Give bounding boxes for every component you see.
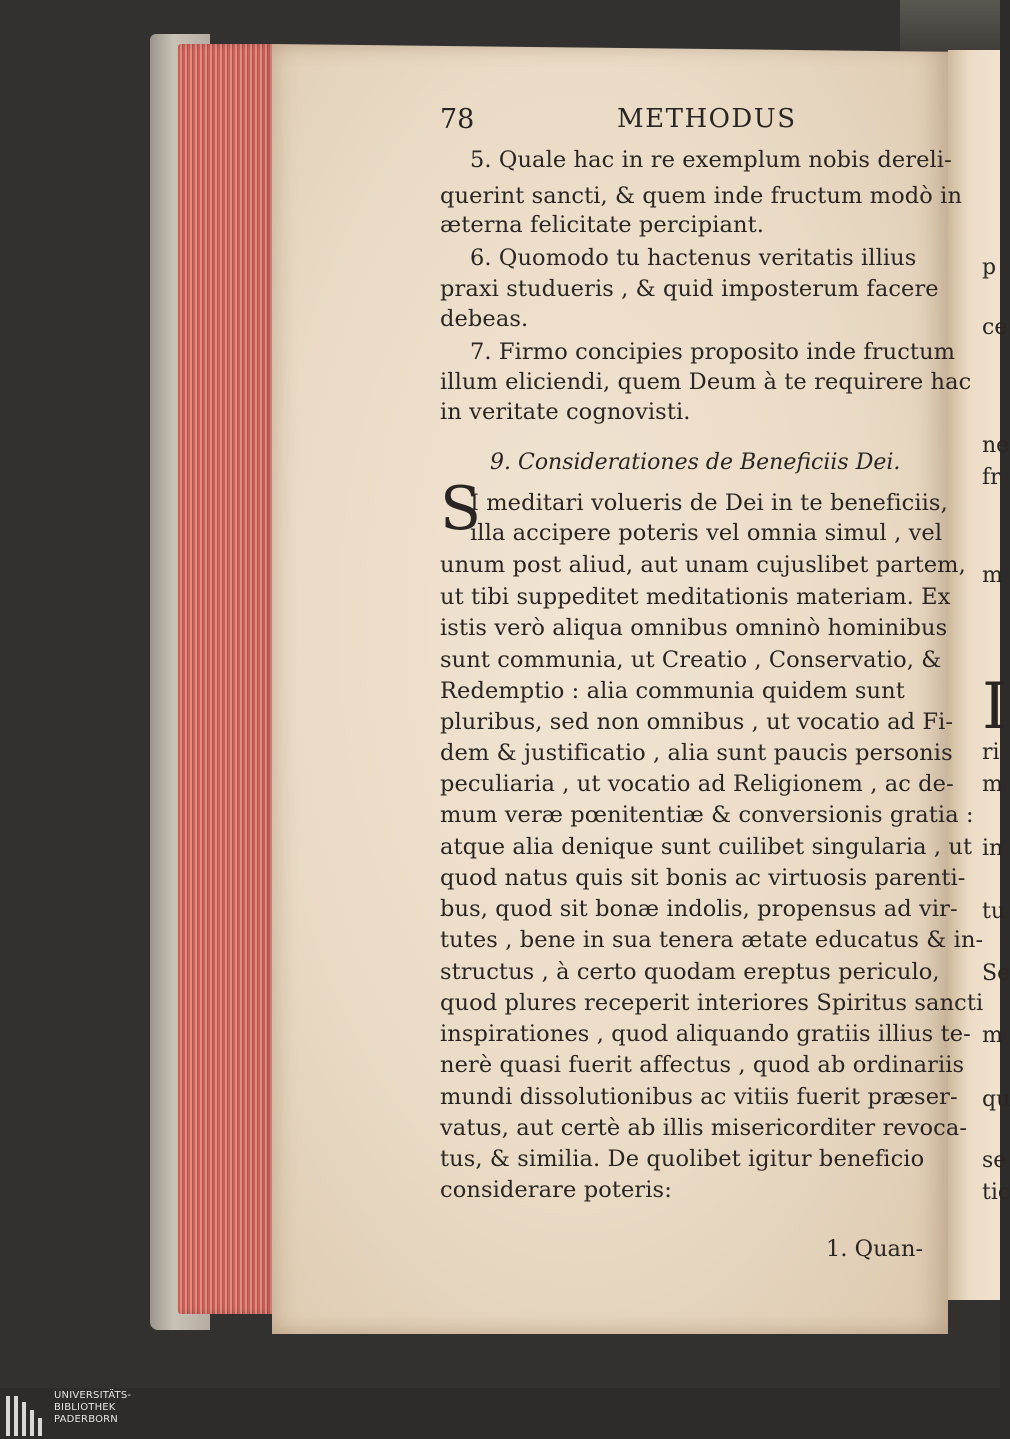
text-line: debeas. <box>440 306 529 332</box>
text-line: inspirationes , quod aliquando gratiis illius te- <box>440 1021 971 1047</box>
text-line: unum post aliud, aut unam cujuslibet partem, <box>440 552 966 578</box>
text-line: vatus, aut certè ab illis misericorditer revoca- <box>440 1115 968 1141</box>
fragment-text: ce <box>982 315 1008 340</box>
fragment-text: in <box>982 836 1004 861</box>
catchword: 1. Quan- <box>826 1236 924 1262</box>
text-line: istis verò aliqua omnibus omninò hominibus <box>440 615 948 641</box>
fragment-text: m <box>982 563 1003 588</box>
text-line: querint sancti, & quem inde fructum modò in <box>440 183 963 209</box>
library-name <box>54 1390 131 1426</box>
text-line: pluribus, sed non omnibus , ut vocatio ad Fi- <box>440 709 954 735</box>
text-line: quod plures receperit interiores Spiritus sancti <box>440 990 984 1016</box>
text-line: bus, quod sit bonæ indolis, propensus ad vir- <box>440 896 958 922</box>
text-line: quod natus quis sit bonis ac virtuosis parenti- <box>440 865 966 891</box>
fragment-text: tic <box>982 1180 1010 1205</box>
fragment-text: I <box>982 670 1008 744</box>
fragment-text: tu <box>982 899 1006 924</box>
text-line: nerè quasi fuerit affectus , quod ab ordinariis <box>440 1052 965 1078</box>
drop-cap: S <box>440 474 482 544</box>
fragment-text: m <box>982 772 1003 797</box>
fragment-text: m <box>982 1023 1003 1048</box>
fragment-text: se <box>982 1148 1007 1173</box>
library-name-line: BIBLIOTHEK <box>54 1402 116 1413</box>
running-title: METHODUS <box>617 104 797 134</box>
text-line: illa accipere poteris vel omnia simul , vel <box>470 520 943 546</box>
library-name-line: PADERBORN <box>54 1414 118 1425</box>
text-line: considerare poteris: <box>440 1177 672 1203</box>
text-line: ut tibi suppeditet meditationis materiam. Ex <box>440 584 951 610</box>
text-line: atque alia denique sunt cuilibet singularia , ut <box>440 834 973 860</box>
text-line: mundi dissolutionibus ac vitiis fuerit præser- <box>440 1084 958 1110</box>
text-line: 5. Quale hac in re exemplum nobis dereli- <box>470 147 952 173</box>
text-line: illum eliciendi, quem Deum à te requirere hac <box>440 369 972 395</box>
red-page-edges <box>178 44 276 1314</box>
text-line: 7. Firmo concipies proposito inde fructum <box>470 339 956 365</box>
library-name-line: UNIVERSITÄTS- <box>54 1390 132 1401</box>
text-line: praxi studueris , & quid imposterum facere <box>440 276 939 302</box>
fragment-text: ri <box>982 740 1000 765</box>
library-logo-icon <box>6 1396 50 1436</box>
library-footer <box>0 1388 1000 1439</box>
text-line: Redemptio : alia communia quidem sunt <box>440 678 905 704</box>
section-heading: 9. Considerationes de Beneficiis Dei. <box>490 450 901 475</box>
fragment-text: Se <box>982 961 1010 986</box>
text-line: mum veræ pœnitentiæ & conversionis gratia : <box>440 802 974 828</box>
fragment-text: qu <box>982 1087 1010 1112</box>
text-line: I meditari volueris de Dei in te beneficiis, <box>470 490 948 516</box>
fragment-text: fr <box>982 465 1001 490</box>
text-line: structus , à certo quodam ereptus periculo, <box>440 959 940 985</box>
text-line: 6. Quomodo tu hactenus veritatis illius <box>470 245 917 271</box>
text-line: in veritate cognovisti. <box>440 399 691 425</box>
fragment-text: p <box>982 255 997 280</box>
fragment-text: ne <box>982 433 1010 458</box>
text-line: sunt communia, ut Creatio , Conservatio, & <box>440 647 942 673</box>
page-number: 78 <box>440 104 475 135</box>
text-line: dem & justificatio , alia sunt paucis personis <box>440 740 953 766</box>
text-line: æterna felicitate percipiant. <box>440 212 764 238</box>
text-line: peculiaria , ut vocatio ad Religionem , ac de- <box>440 771 954 797</box>
text-line: tus, & similia. De quolibet igitur beneficio <box>440 1146 925 1172</box>
text-line: tutes , bene in sua tenera ætate educatus & in- <box>440 927 984 953</box>
